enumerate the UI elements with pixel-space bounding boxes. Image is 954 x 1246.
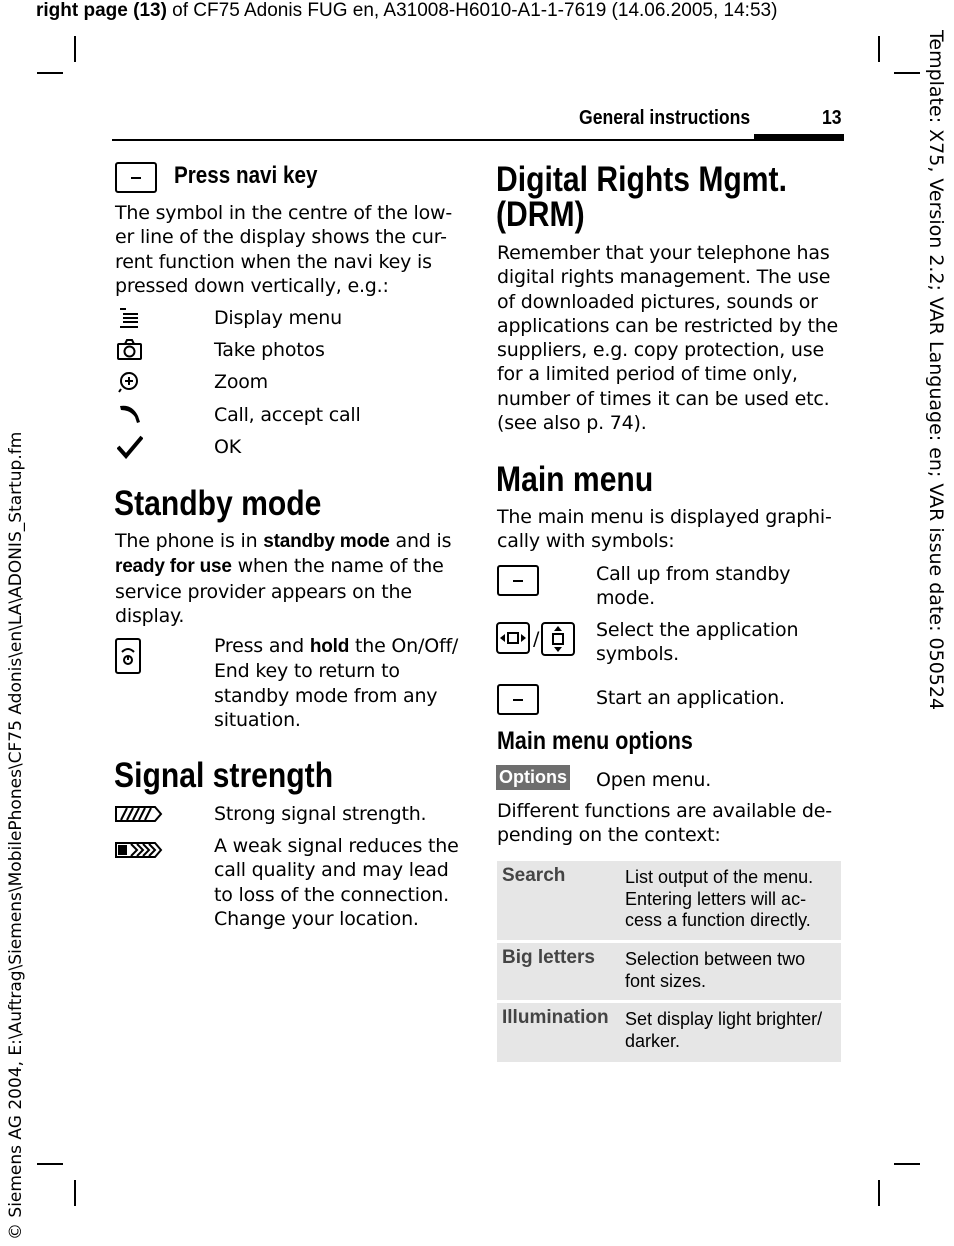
standby-bold: standby mode	[263, 531, 390, 552]
section-title: General instructions	[579, 107, 751, 129]
file-path: © Siemens AG 2004, E:\Auftrag\Siemens\MobilePhones\CF75 Adonis\en\LA\ADONIS_Startup.fm	[6, 431, 26, 1240]
options-open-text: Open menu.	[596, 769, 712, 791]
crop-mark	[37, 1163, 63, 1165]
checkmark-icon	[117, 435, 143, 459]
list-item-label: Call, accept call	[214, 404, 361, 426]
icon-separator: /	[533, 628, 540, 650]
crop-mark	[894, 1163, 920, 1165]
navi-up-down-icon	[541, 622, 575, 656]
table-row	[497, 861, 841, 943]
options-context-text: Different functions are available de-pending on the context:	[497, 800, 832, 847]
end-key-text	[214, 634, 460, 732]
document-header	[36, 0, 777, 22]
template-info: Template: X75, Version 2.2; VAR Language: en; VAR issue date: 050524	[925, 30, 947, 711]
main-menu-heading: Main menu	[496, 460, 654, 499]
signal-weak-icon	[115, 841, 163, 859]
zoom-icon	[118, 370, 142, 394]
camera-icon	[117, 339, 143, 361]
option-value: List output of the menu. Entering letters will ac-cess a function directly.	[625, 867, 814, 930]
signal-heading: Signal strength	[114, 756, 334, 795]
navi-key-icon	[115, 162, 157, 193]
call-icon	[118, 402, 142, 426]
end-key-icon	[115, 638, 141, 674]
crop-mark	[74, 1180, 76, 1206]
standby-text: The phone is in	[115, 530, 264, 552]
standby-bold: ready for use	[115, 556, 232, 578]
list-item-label: Display menu	[214, 307, 342, 329]
end-key-text-part: the On/Off/ End key to return to standby mode from any situation.	[214, 635, 459, 731]
standby-text: when the name of the service provider appears on the display.	[115, 555, 444, 627]
main-menu-item-text: Select the application symbols.	[596, 619, 799, 666]
list-item-label: Take photos	[214, 339, 325, 361]
option-key: Big letters	[502, 947, 595, 968]
navi-heading: Press navi key	[174, 162, 318, 189]
end-key-bold: hold	[309, 636, 350, 657]
options-table	[497, 861, 841, 1062]
crop-mark	[878, 36, 880, 62]
standby-text: and is	[389, 530, 452, 552]
main-menu-intro: The main menu is displayed graphi-cally with symbols:	[497, 506, 832, 553]
standby-heading: Standby mode	[114, 484, 322, 523]
crop-mark	[878, 1180, 880, 1206]
standby-paragraph	[115, 529, 459, 628]
drm-heading-line1: Digital Rights Mgmt.	[496, 160, 787, 199]
header-rest: of CF75 Adonis FUG en, A31008-H6010-A1-1-7619 (14.06.2005, 14:53)	[166, 0, 778, 21]
crop-mark	[894, 72, 920, 74]
main-menu-item-text: Start an application.	[596, 687, 785, 709]
drm-heading-line2: (DRM)	[496, 195, 585, 234]
option-value: Selection between two font sizes.	[625, 949, 806, 991]
table-row	[497, 1003, 841, 1062]
options-softkey[interactable]: Options	[496, 765, 570, 790]
page-tab	[754, 134, 844, 141]
drm-text: Remember that your telephone has digital rights management. The use of downloaded pictures, sounds or applications can be restricted by the suppliers, e.g. copy protection, use for a limited period of time only, number of times it can be used etc. (see also p. 74).	[497, 242, 839, 435]
page-number: 13	[822, 107, 842, 129]
header-rule	[112, 139, 844, 141]
navi-key-icon	[497, 565, 539, 596]
signal-weak-text: A weak signal reduces the call quality and may lead to loss of the connection. Change your location.	[214, 835, 459, 930]
list-item-label: Zoom	[214, 371, 268, 393]
signal-strong-icon	[115, 805, 163, 823]
option-key: Search	[502, 865, 566, 886]
option-value: Set display light brighter/ darker.	[625, 1009, 823, 1051]
main-menu-item-text: Call up from standby mode.	[596, 563, 791, 610]
list-item-label: OK	[214, 436, 242, 458]
crop-mark	[74, 36, 76, 62]
table-row	[497, 943, 841, 1003]
signal-strong-text: Strong signal strength.	[214, 803, 427, 825]
navi-intro: The symbol in the centre of the low-er line of the display shows the cur-rent function when the navi key is pressed down vertically, e.g.:	[115, 202, 453, 297]
end-key-text-part: Press and	[214, 635, 310, 657]
options-heading: Main menu options	[497, 727, 693, 755]
navi-key-icon	[497, 684, 539, 715]
crop-mark	[37, 72, 63, 74]
navi-left-right-icon	[496, 622, 530, 654]
option-key: Illumination	[502, 1007, 609, 1028]
menu-list-icon	[118, 306, 140, 330]
header-prefix: right page (13)	[36, 0, 167, 21]
